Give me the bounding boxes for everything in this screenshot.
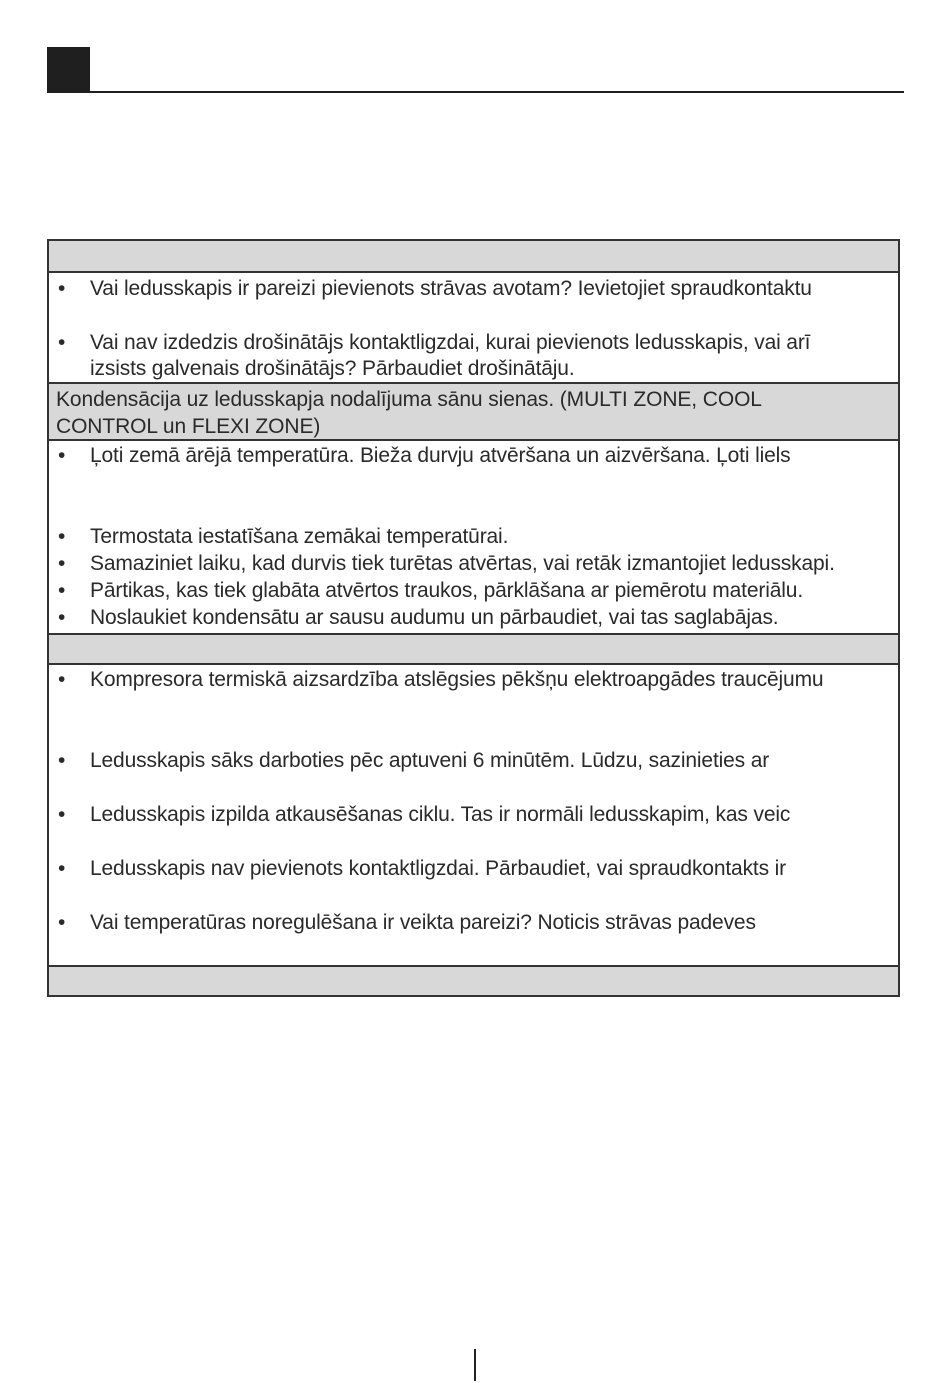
section-body bbox=[49, 439, 898, 633]
section-body bbox=[49, 663, 898, 965]
item-text: Ļoti zemā ārējā temperatūra. Bieža durvju atvēršana un aizvēršana. Ļoti liels bbox=[90, 444, 791, 467]
bullet-icon: • bbox=[58, 749, 66, 772]
section-header bbox=[49, 382, 898, 439]
bullet-icon: • bbox=[58, 552, 66, 575]
section-header-line: CONTROL un FLEXI ZONE) bbox=[56, 415, 321, 438]
item-text: Samaziniet laiku, kad durvis tiek turētas atvērtas, vai retāk izmantojiet ledusskapi. bbox=[90, 552, 835, 575]
item-text: Vai ledusskapis ir pareizi pievienots strāvas avotam? Ievietojiet spraudkontaktu bbox=[90, 277, 812, 300]
bullet-icon: • bbox=[58, 911, 66, 934]
bullet-icon: • bbox=[58, 857, 66, 880]
item-text: Ledusskapis sāks darboties pēc aptuveni 6 minūtēm. Lūdzu, sazinieties ar bbox=[90, 749, 770, 772]
section-header-empty bbox=[49, 965, 898, 995]
item-text: Ledusskapis nav pievienots kontaktligzdai. Pārbaudiet, vai spraudkontakts ir bbox=[90, 857, 787, 880]
bullet-icon: • bbox=[58, 803, 66, 826]
item-text: Vai nav izdedzis drošinātājs kontaktligzdai, kurai pievienots ledusskapis, vai arī izsists galvenais drošinātājs? Pārbaudiet drošinātāju. bbox=[90, 331, 811, 380]
page-number-divider bbox=[474, 1349, 476, 1381]
item-text: Pārtikas, kas tiek glabāta atvērtos traukos, pārklāšana ar piemērotu materiālu. bbox=[90, 579, 803, 602]
bullet-icon: • bbox=[58, 331, 66, 354]
bullet-icon: • bbox=[58, 444, 66, 467]
troubleshooting-table bbox=[47, 239, 900, 997]
section-header-empty bbox=[49, 633, 898, 663]
bullet-icon: • bbox=[58, 525, 66, 548]
bullet-icon: • bbox=[58, 277, 66, 300]
bullet-icon: • bbox=[58, 579, 66, 602]
chapter-marker bbox=[47, 47, 90, 91]
section-body bbox=[49, 271, 898, 382]
item-text: Vai temperatūras noregulēšana ir veikta pareizi? Noticis strāvas padeves bbox=[90, 911, 756, 934]
item-text: Kompresora termiskā aizsardzība atslēgsies pēkšņu elektroapgādes traucējumu bbox=[90, 668, 824, 691]
section-header-empty bbox=[49, 241, 898, 271]
bullet-icon: • bbox=[58, 606, 66, 629]
bullet-icon: • bbox=[58, 668, 66, 691]
section-header-line: Kondensācija uz ledusskapja nodalījuma sānu sienas. (MULTI ZONE, COOL bbox=[56, 388, 762, 411]
item-text: Termostata iestatīšana zemākai temperatūrai. bbox=[90, 525, 509, 548]
item-text: Ledusskapis izpilda atkausēšanas ciklu. Tas ir normāli ledusskapim, kas veic bbox=[90, 803, 791, 826]
item-text: Noslaukiet kondensātu ar sausu audumu un pārbaudiet, vai tas saglabājas. bbox=[90, 606, 779, 629]
header-rule bbox=[47, 91, 904, 93]
